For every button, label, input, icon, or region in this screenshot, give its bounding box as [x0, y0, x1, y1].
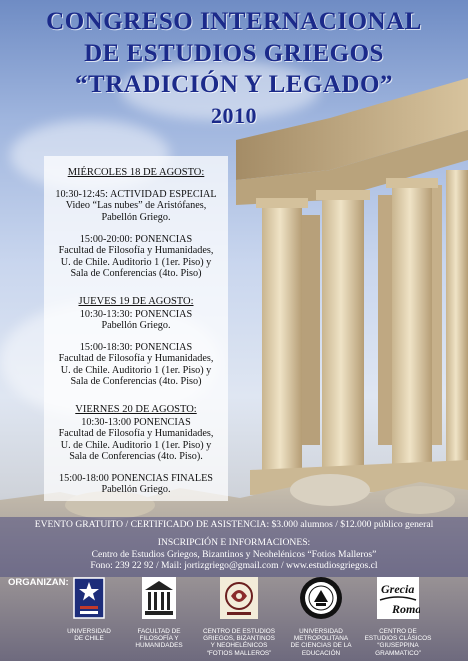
poster-title-line1: CONGRESO INTERNACIONAL	[46, 8, 422, 35]
rubble-stone	[385, 486, 455, 514]
event-wed-afternoon: 15:00-20:00: PONENCIAS Facultad de Filosofía y Humanidades, U. de Chile. Auditorio 1 (1er. Piso) y Sala de Conferencias (4to. Piso)	[58, 234, 214, 280]
contact-line: Fono: 239 22 92 / Mail: jortizgriego@gmail.com / www.estudiosgriegos.cl	[90, 560, 378, 571]
center-greek-studies-logo	[219, 576, 259, 620]
rubble-stone	[290, 474, 370, 506]
logo-text: Roma	[392, 602, 420, 616]
organizer-umce	[284, 576, 358, 657]
column	[392, 185, 432, 470]
registration-heading: INSCRIPCIÓN E INFORMACIONES:	[157, 537, 311, 548]
poster-subtitle: “TRADICIÓN Y LEGADO”	[75, 71, 393, 98]
university-of-chile-logo	[72, 576, 106, 620]
organizer-label: CENTRO DE ESTUDIOS CLÁSICOS “GIUSEPPINA GRAMMATICO”	[364, 628, 432, 657]
capital	[256, 198, 308, 208]
day-heading-thursday: JUEVES 19 DE AGOSTO:	[78, 296, 194, 307]
event-fri-morning: 10:30-13:00 PONENCIAS Facultad de Filosofía y Humanidades, U. de Chile. Auditorio 1 (1er. Piso) y Sala de Conferencias (4to. Piso).	[58, 417, 214, 463]
pricing-line: EVENTO GRATUITO / CERTIFICADO DE ASISTENCIA: $3.000 alumnos / $12.000 público general	[34, 519, 434, 530]
organizer-centro-estudios-griegos	[196, 576, 282, 657]
organizer-centro-estudios-clasicos	[362, 576, 434, 657]
organizer-universidad-de-chile	[58, 576, 120, 642]
event-fri-afternoon: 15:00-18:00 PONENCIAS FINALES Pabellón Griego.	[59, 473, 213, 496]
day-heading-friday: VIERNES 20 DE AGOSTO:	[75, 404, 197, 415]
umce-seal	[299, 576, 343, 620]
column	[322, 198, 364, 473]
faculty-logo	[141, 576, 177, 620]
event-thu-morning: 10:30-13:30: PONENCIAS Pabellón Griego.	[79, 309, 193, 332]
capital	[316, 190, 370, 200]
organizer-label: UNIVERSIDAD DE CHILE	[67, 628, 111, 643]
logo-text: Grecia	[381, 582, 415, 596]
day-heading-wednesday: MIÉRCOLES 18 DE AGOSTO:	[67, 167, 205, 178]
organizer-label: UNIVERSIDAD METROPOLITANA DE CIENCIAS DE LA EDUCACIÓN	[290, 628, 352, 657]
column	[300, 215, 320, 445]
organizer-label: FACULTAD DE FILOSOFÍA Y HUMANIDADES	[135, 628, 183, 650]
event-thu-afternoon: 15:00-18:30: PONENCIAS Facultad de Filosofía y Humanidades, U. de Chile. Auditorio 1 (1er. Piso) y Sala de Conferencias (4to. Piso)	[58, 342, 214, 388]
event-wed-morning: 10:30-12:45: ACTIVIDAD ESPECIAL Video “Las nubes” de Aristófanes, Pabellón Griego.	[55, 189, 217, 223]
capital	[386, 178, 438, 188]
organizer-center-name: Centro de Estudios Griegos, Bizantinos y Neohelénicos “Fotios Malleros”	[91, 549, 377, 560]
poster-title-line2: DE ESTUDIOS GRIEGOS	[84, 40, 384, 67]
grecia-roma-logo	[376, 576, 420, 620]
organizer-facultad	[126, 576, 192, 650]
organizers-heading: ORGANIZAN:	[8, 577, 69, 588]
column	[262, 205, 302, 475]
organizer-label: CENTRO DE ESTUDIOS GRIEGOS, BIZANTINOS Y NEOHELÉNICOS “FOTIOS MALLEROS”	[202, 628, 276, 657]
poster-year: 2010	[211, 103, 257, 128]
column	[446, 170, 468, 470]
